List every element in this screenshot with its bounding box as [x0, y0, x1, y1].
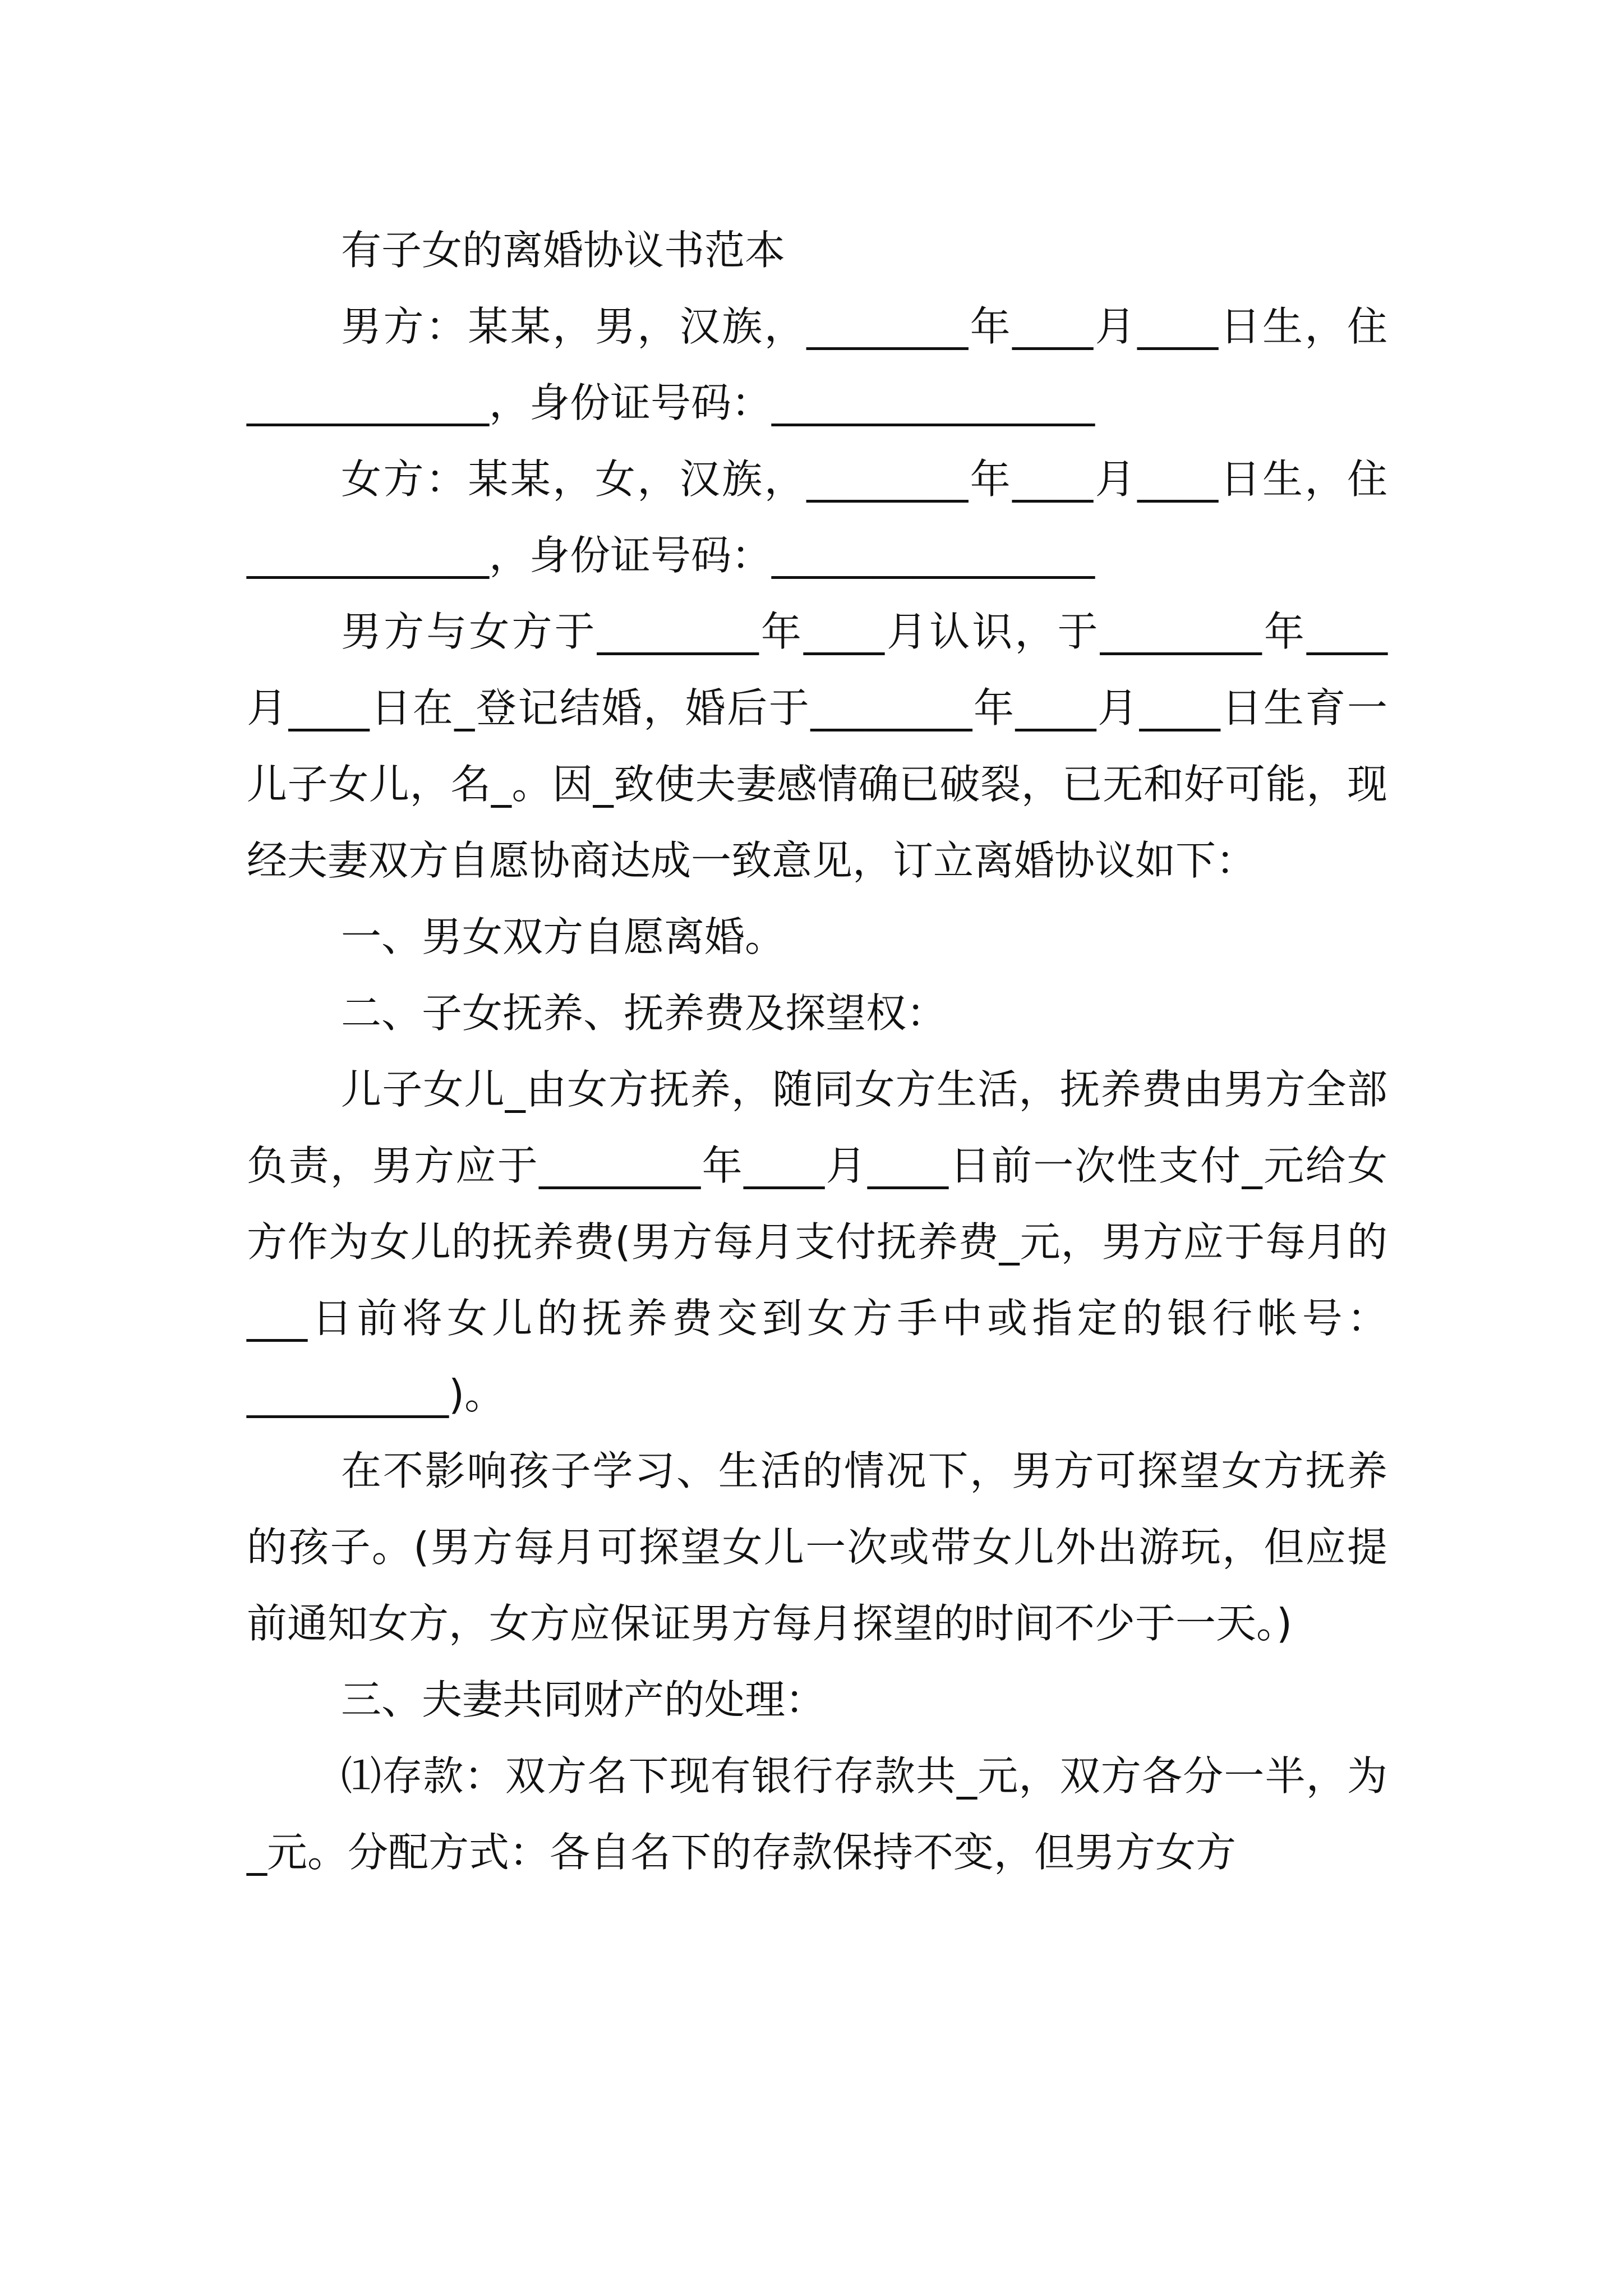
clause-2-heading: 二、子女抚养、抚养费及探望权：: [341, 990, 947, 1037]
paragraph-marriage-background: 男方与女方于________年____月认识，于________年____月____日在_登记结婚，婚后于________年____月____日生育一儿子女儿，名_。因_致使夫妻感情确已破裂，已无和好可能，现经夫妻双方自愿协商达成一致意见，订立离婚协议如下：: [247, 608, 1387, 884]
document-body: [247, 212, 1387, 1890]
paragraph-wife-info: 女方：某某，女，汉族，________年____月____日生，住____________，身份证号码：________________: [247, 455, 1387, 579]
clause-3-heading: 三、夫妻共同财产的处理：: [341, 1676, 826, 1723]
clause-1-divorce: 一、男女双方自愿离婚。: [341, 913, 786, 960]
document-title: 有子女的离婚协议书范本: [341, 227, 786, 274]
paragraph-husband-info: 男方：某某，男，汉族，________年____月____日生，住____________，身份证号码：________________: [247, 303, 1387, 426]
paragraph-visitation: 在不影响孩子学习、生活的情况下，男方可探望女方抚养的孩子。(男方每月可探望女儿一次或带女儿外出游玩，但应提前通知女方，女方应保证男方每月探望的时间不少于一天。): [247, 1447, 1387, 1647]
paragraph-child-support: 儿子女儿_由女方抚养，随同女方生活，抚养费由男方全部负责，男方应于________年____月____日前一次性支付_元给女方作为女儿的抚养费(男方每月支付抚养费_元，男方应于每月的___日前将女儿的抚养费交到女方手中或指定的银行帐号：__________)。: [247, 1066, 1387, 1418]
paragraph-savings: ⑴存款：双方名下现有银行存款共_元，双方各分一半，为_元。分配方式：各自名下的存款保持不变，但男方女方: [247, 1752, 1387, 1876]
